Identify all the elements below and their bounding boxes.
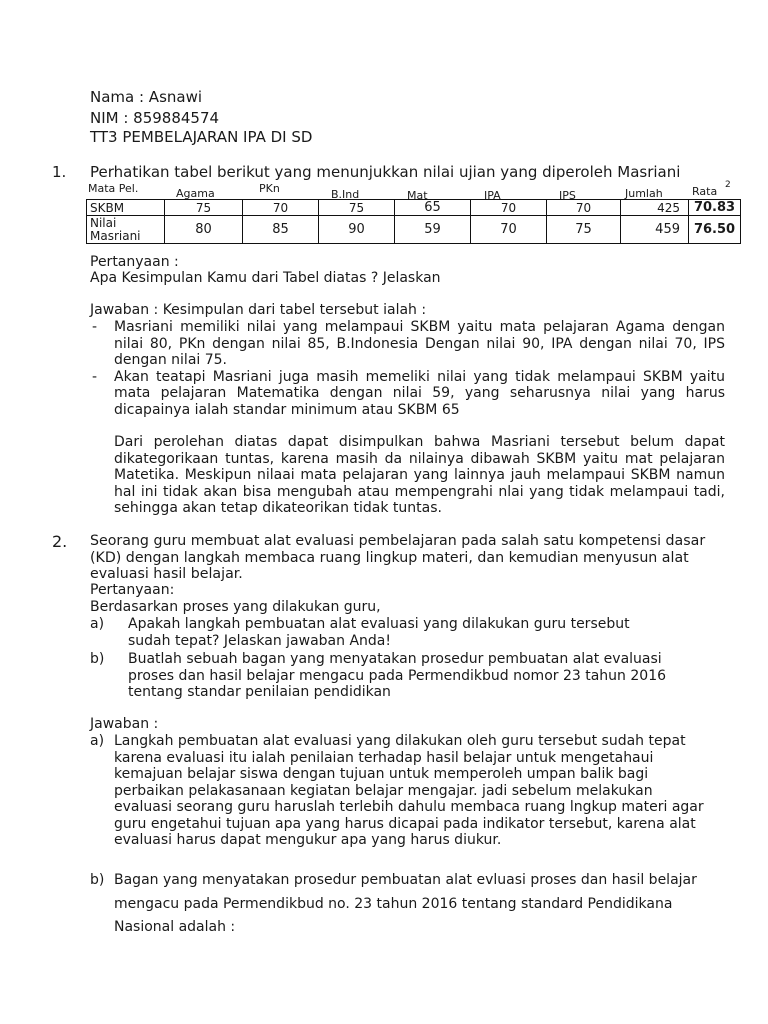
table-cell: 70	[471, 216, 547, 244]
q2-intro: Berdasarkan proses yang dilakukan guru,	[90, 599, 381, 615]
col-header-mat: Mat	[407, 189, 428, 202]
col-header-mata-pel: Mata Pel.	[88, 182, 139, 195]
table-cell: 70	[243, 200, 319, 216]
answer-label: a)	[90, 733, 105, 749]
table-cell: 90	[319, 216, 395, 244]
q1-conclusion: Dari perolehan diatas dapat disimpulkan bahwa Masriani tersebut belum dapat dikategorikaan tuntas, karena masih da nilainya dibawah SKBM yaitu mat pelajaran Matetika. Meskipun nilaai mata pelajaran yang lainnya jauh melampaui SKBM namun hal ini tidak akan bisa mengubah atau mempengrahi nlai yang tidak melampaui tadi, sehingga akan tetap dikateorikan tidak tuntas.	[114, 434, 725, 516]
table-cell: 70	[471, 200, 547, 216]
col-header-ipa: IPA	[484, 189, 501, 202]
table-cell: 76.50	[689, 216, 741, 244]
question-label: a)	[90, 616, 105, 632]
q2-question-a	[90, 616, 650, 649]
table-row-nilai-masriani	[87, 216, 741, 244]
table-cell: 75	[547, 216, 621, 244]
col-header-ips: IPS	[559, 189, 576, 202]
q2-jawaban-label: Jawaban :	[90, 716, 159, 732]
document-title: TT3 PEMBELAJARAN IPA DI SD	[90, 128, 313, 146]
table-cell: 459	[621, 216, 689, 244]
question-1-number: 1.	[52, 163, 67, 181]
table-cell: 80	[165, 216, 243, 244]
table-cell: Nilai Masriani	[87, 216, 165, 244]
q2-pertanyaan-label: Pertanyaan:	[90, 582, 175, 598]
table-cell: 85	[243, 216, 319, 244]
table-row-skbm	[87, 200, 741, 216]
col-header-pkn: PKn	[259, 182, 280, 195]
question-1-prompt: Perhatikan tabel berikut yang menunjukkan nilai ujian yang diperoleh Masriani	[90, 163, 681, 181]
q1-pertanyaan-label: Pertanyaan :	[90, 254, 179, 270]
col-header-bind: B.Ind	[331, 188, 360, 201]
table-cell: SKBM	[87, 200, 165, 216]
q2-answer-a	[90, 733, 710, 849]
table-cell: 65	[395, 200, 471, 216]
list-item: - Masriani memiliki nilai yang melampaui SKBM yaitu mata pelajaran Agama dengan nilai 80, PKn dengan nilai 85, B.Indonesia Dengan nilai 90, IPA dengan nilai 70, IPS dengan nilai 75.	[90, 319, 725, 369]
q1-answer-list	[90, 319, 725, 418]
col-header-agama: Agama	[176, 187, 215, 200]
table-cell: 75	[165, 200, 243, 216]
list-item: - Akan teatapi Masriani juga masih memeliki nilai yang tidak melampaui SKBM yaitu mata pelajaran Matematika dengan nilai 59, yang seharusnya nilai yang harus dicapainya ialah standar minimum atau SKBM 65	[90, 369, 725, 419]
q2-question-b	[90, 651, 690, 701]
table-cell: 70	[547, 200, 621, 216]
col-header-rata: Rata	[692, 185, 718, 198]
table-cell: 70.83	[689, 200, 741, 216]
table-cell: 75	[319, 200, 395, 216]
answer-text: Bagan yang menyatakan prosedur pembuatan alat evluasi proses dan hasil belajar mengacu pada Permendikbud no. 23 tahun 2016 tentang standard Pendidikana Nasional adalah :	[114, 872, 697, 935]
table-cell: 425	[621, 200, 689, 216]
question-2-number: 2.	[52, 532, 68, 551]
question-2-prompt: Seorang guru membuat alat evaluasi pembelajaran pada salah satu kompetensi dasar (KD) dengan langkah membaca ruang lingkup materi, dan kemudian menyusun alat evaluasi hasil belajar.	[90, 533, 706, 582]
table-cell: 59	[395, 216, 471, 244]
question-text: Buatlah sebuah bagan yang menyatakan prosedur pembuatan alat evaluasi proses dan hasil belajar mengacu pada Permendikbud nomor 23 tahun 2016 tentang standar penilaian pendidikan	[128, 651, 667, 700]
q2-answer-b	[90, 869, 720, 940]
score-table	[86, 199, 741, 244]
col-header-jumlah: Jumlah	[625, 187, 663, 200]
student-nim: NIM : 859884574	[90, 109, 220, 127]
student-name: Nama : Asnawi	[90, 88, 203, 106]
col-header-rata-superscript: 2	[725, 180, 731, 190]
q1-pertanyaan-text: Apa Kesimpulan Kamu dari Tabel diatas ? Jelaskan	[90, 270, 441, 286]
answer-text: Langkah pembuatan alat evaluasi yang dilakukan oleh guru tersebut sudah tepat karena evaluasi itu ialah penilaian terhadap hasil belajar untuk mengetahaui kemajuan belajar siswa dengan tujuan untuk memperoleh umpan balik bagi perbaikan pelakasanaan kegiatan belajar mengajar. jadi sebelum melakukan evaluasi seorang guru haruslah terlebih dahulu membaca ruang lngkup materi agar guru engetahui tujuan apa yang harus dicapai pada indikator tersebut, karena alat evaluasi harus dapat mengukur apa yang harus diukur.	[114, 733, 704, 848]
question-text: Apakah langkah pembuatan alat evaluasi yang dilakukan guru tersebut sudah tepat? Jelaskan jawaban Anda!	[128, 616, 630, 649]
q1-jawaban-intro: Jawaban : Kesimpulan dari tabel tersebut ialah :	[90, 302, 427, 318]
answer-label: b)	[90, 872, 105, 888]
question-label: b)	[90, 651, 105, 667]
